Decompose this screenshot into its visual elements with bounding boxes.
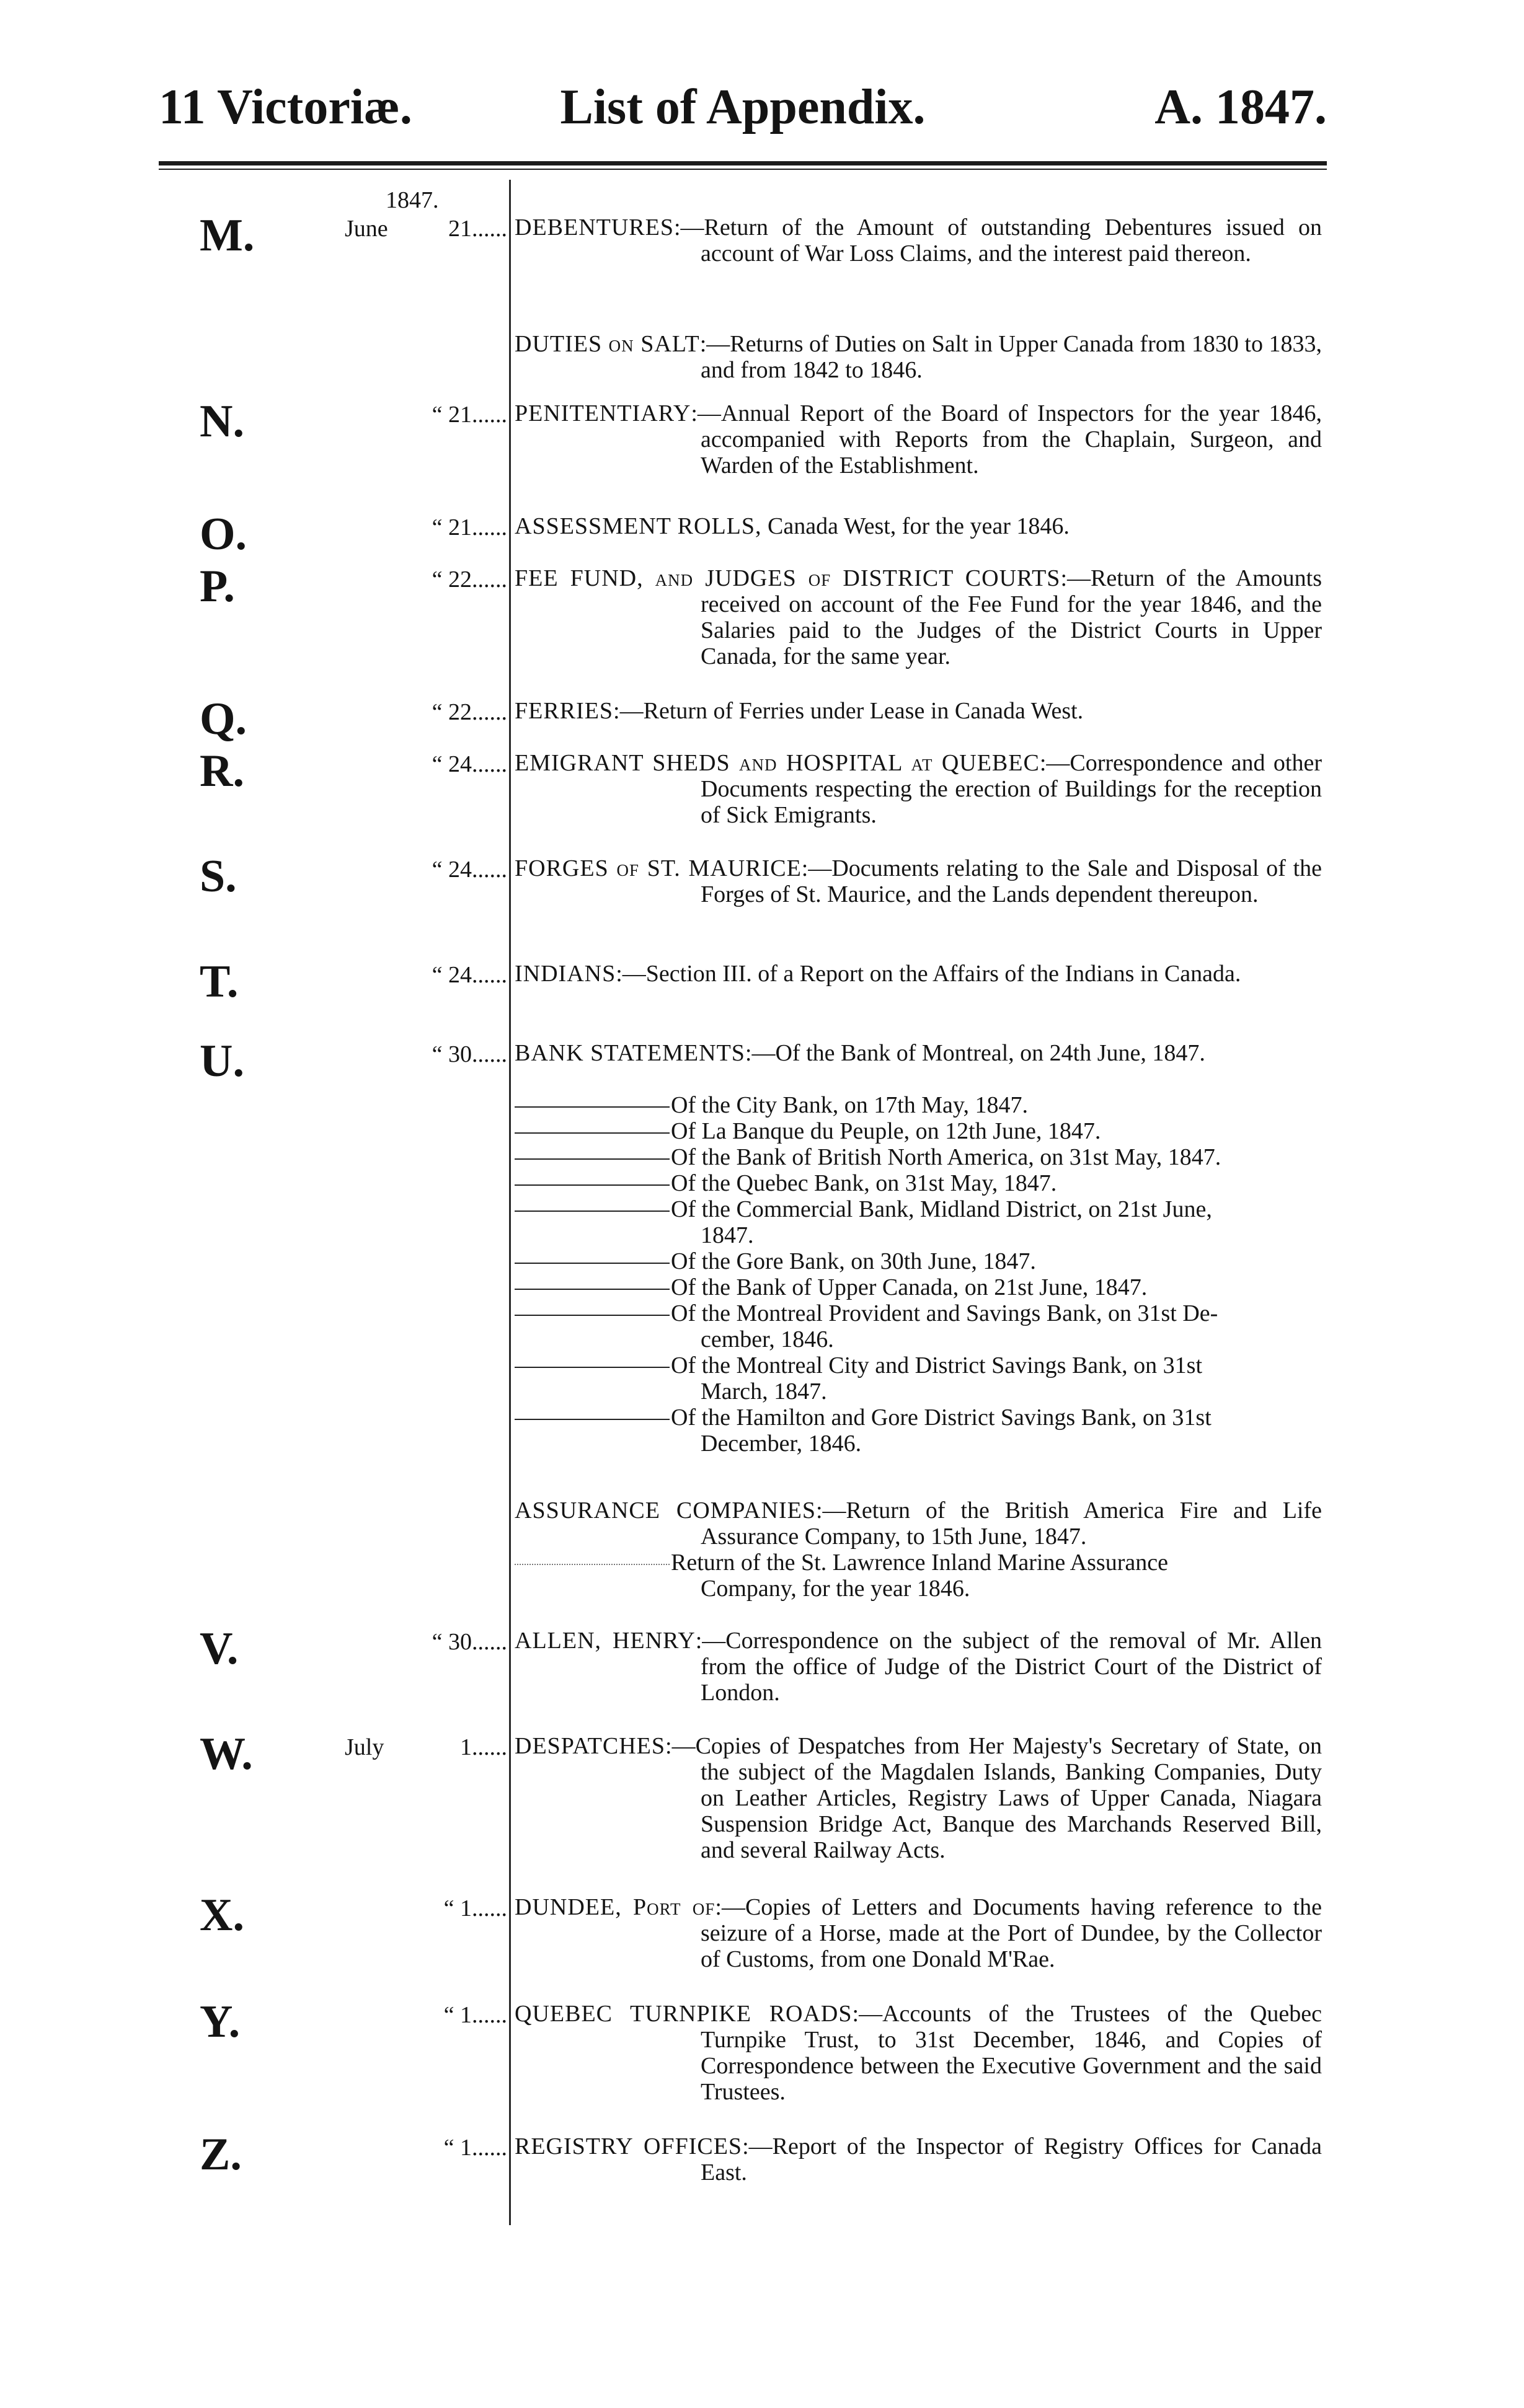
bank-statement-item <box>515 1274 1322 1300</box>
entry-description: :—Copies of Despatches from Her Majesty's Secretary of State, on the subject of the Magdalen Islands, Banking Companies, Duty on Leather Articles, Registry Laws of Upper Canada, Niagara Suspension Bridge Act, Banque des Marchands Reserved Bill, and several Railway Acts. <box>665 1733 1322 1863</box>
bank-statement-text: Of the Quebec Bank, on 31st May, 1847. <box>671 1170 1057 1196</box>
entry-text <box>515 565 1322 669</box>
entry-title: BANK STATEMENTS <box>515 1040 745 1066</box>
entry-date: “ 24...... <box>432 857 507 883</box>
bank-statement-item <box>515 1196 1322 1248</box>
entry-text <box>515 1628 1322 1706</box>
bank-statement-text: Of La Banque du Peuple, on 12th June, 1847. <box>671 1118 1101 1144</box>
entry-text <box>515 2001 1322 2105</box>
bank-statement-text: Of the Bank of Upper Canada, on 21st June, 1847. <box>671 1274 1148 1300</box>
entry-date: “ 22...... <box>432 699 507 725</box>
entry-date: “ 21...... <box>432 402 507 428</box>
bank-statement-item <box>515 1170 1322 1196</box>
dash-rule <box>515 1106 670 1108</box>
bank-statement-continued: March, 1847. <box>701 1378 827 1405</box>
entry-title: FEE FUND, and JUDGES of DISTRICT COURTS <box>515 565 1061 591</box>
bank-statement-item <box>515 1144 1322 1170</box>
entry-description: :—Section III. of a Report on the Affairs of the Indians in Canada. <box>616 961 1241 987</box>
bank-statement-text: Of the Commercial Bank, Midland District, on 21st June, <box>671 1196 1212 1222</box>
appendix-letter: U. <box>200 1036 244 1087</box>
entry-text <box>515 1040 1322 1066</box>
entry-title: ASSURANCE COMPANIES <box>515 1497 816 1524</box>
bank-statement-text: Of the Montreal Provident and Savings Bank, on 31st De- <box>671 1300 1218 1326</box>
assurance-sub-item <box>515 1550 1322 1602</box>
dash-rule <box>515 1158 670 1160</box>
entry-month: July <box>345 1734 384 1760</box>
appendix-letter: S. <box>200 851 237 902</box>
entry-text <box>515 1733 1322 1863</box>
entry-description: :—Annual Report of the Board of Inspectors for the year 1846, accompanied with Reports from the Chaplain, Surgeon, and Warden of the Establishment. <box>691 400 1322 479</box>
bank-statement-text: Of the Bank of British North America, on 31st May, 1847. <box>671 1144 1221 1170</box>
header-rule-thick <box>159 161 1327 165</box>
appendix-letter: N. <box>200 396 244 447</box>
appendix-letter: R. <box>200 746 244 796</box>
entry-date: “ 1...... <box>443 2135 507 2161</box>
appendix-letter: O. <box>200 509 247 560</box>
appendix-letter: Y. <box>200 1996 241 2047</box>
entry-description: :—Correspondence and other Documents respecting the erection of Buildings for the reception of Sick Emigrants. <box>701 750 1322 828</box>
bank-statement-text: Of the Gore Bank, on 30th June, 1847. <box>671 1248 1036 1274</box>
assurance-sub-continued: Company, for the year 1846. <box>701 1576 970 1602</box>
bank-statement-item <box>515 1118 1322 1144</box>
entry-title: PENITENTIARY <box>515 400 691 426</box>
bank-statement-item <box>515 1352 1322 1405</box>
bank-statement-item <box>515 1092 1322 1118</box>
entry-title: FERRIES <box>515 698 614 724</box>
entry-text <box>515 750 1322 828</box>
entry-title: DUNDEE, Port of <box>515 1894 715 1920</box>
appendix-letter: V. <box>200 1623 239 1674</box>
entry-description: :—Report of the Inspector of Registry Offices for Canada East. <box>701 2133 1322 2185</box>
dash-rule <box>515 1184 670 1186</box>
appendix-letter: W. <box>200 1729 253 1780</box>
appendix-letter: Z. <box>200 2129 242 2180</box>
entry-description: Canada West, for the year 1846. <box>761 513 1070 539</box>
entry-description: :—Documents relating to the Sale and Disposal of the Forges of St. Maurice, and the Lands dependent thereupon. <box>701 855 1322 907</box>
entry-text <box>515 1497 1322 1550</box>
entry-text <box>515 400 1322 479</box>
header-year: A. 1847. <box>1154 80 1327 135</box>
entry-text <box>515 855 1322 907</box>
assurance-sub-text: Return of the St. Lawrence Inland Marine Assurance <box>671 1550 1168 1576</box>
appendix-letter: X. <box>200 1890 244 1941</box>
entry-title: FORGES of ST. MAURICE <box>515 855 802 881</box>
entry-description: :—Copies of Letters and Documents having reference to the seizure of a Horse, made at the Port of Dundee, by the Collector of Customs, from one Donald M'Rae. <box>701 1894 1322 1972</box>
dash-rule <box>515 1132 670 1134</box>
entry-description: :—Return of the Amounts received on account of the Fee Fund for the year 1846, and the Salaries paid to the Judges of the District Courts in Upper Canada, for the same year. <box>701 565 1322 669</box>
header-title: List of Appendix. <box>560 80 926 135</box>
entry-date: “ 30...... <box>432 1629 507 1655</box>
entry-text <box>515 2133 1322 2185</box>
entry-description: :—Of the Bank of Montreal, on 24th June, 1847. <box>745 1040 1205 1066</box>
entry-title: INDIANS <box>515 961 616 987</box>
appendix-letter: Q. <box>200 694 247 744</box>
entry-text <box>515 513 1322 539</box>
entry-date: 21...... <box>448 216 507 242</box>
page-header <box>159 73 1327 141</box>
entry-date: “ 1...... <box>443 2002 507 2028</box>
entry-month: June <box>345 216 388 242</box>
entry-title: DUTIES on SALT <box>515 331 700 357</box>
entry-date: “ 30...... <box>432 1041 507 1067</box>
appendix-letter: T. <box>200 956 239 1007</box>
entry-description: :—Return of Ferries under Lease in Canada West. <box>613 698 1084 724</box>
entry-description: :—Return of the British America Fire and Life Assurance Company, to 15th June, 1847. <box>701 1497 1322 1550</box>
bank-statement-text: Of the Hamilton and Gore District Savings Bank, on 31st <box>671 1405 1212 1431</box>
header-session: 11 Victoriæ. <box>159 80 412 135</box>
entry-title: ALLEN, HENRY <box>515 1628 696 1654</box>
header-rule-thin <box>159 169 1327 170</box>
dash-rule <box>515 1564 670 1565</box>
entry-text <box>515 214 1322 267</box>
entry-date: 1...... <box>460 1734 507 1760</box>
entry-text <box>515 331 1322 383</box>
bank-statement-continued: December, 1846. <box>701 1431 862 1457</box>
entry-text <box>515 698 1322 724</box>
year-heading: 1847. <box>386 187 439 213</box>
bank-statement-text: Of the City Bank, on 17th May, 1847. <box>671 1092 1028 1118</box>
entry-title: ASSESSMENT ROLLS, <box>515 513 762 539</box>
assurance-sub-entry <box>515 1550 1322 1602</box>
dash-rule <box>515 1211 670 1212</box>
dash-rule <box>515 1289 670 1290</box>
entry-description: :—Return of the Amount of outstanding Debentures issued on account of War Loss Claims, and the interest paid thereon. <box>674 214 1322 267</box>
entry-date: “ 21...... <box>432 514 507 540</box>
entry-date: “ 24...... <box>432 751 507 777</box>
bank-statement-list <box>515 1092 1322 1457</box>
appendix-letter: M. <box>200 210 255 261</box>
bank-statement-item <box>515 1405 1322 1457</box>
entry-title: DESPATCHES <box>515 1733 666 1759</box>
bank-statement-item <box>515 1300 1322 1352</box>
entry-description: :—Correspondence on the subject of the removal of Mr. Allen from the office of Judge of the District Court of the District of London. <box>695 1628 1322 1706</box>
entry-date: “ 1...... <box>443 1895 507 1921</box>
entry-date: “ 22...... <box>432 567 507 593</box>
entry-text <box>515 1894 1322 1972</box>
dash-rule <box>515 1315 670 1316</box>
dash-rule <box>515 1263 670 1264</box>
entry-description: :—Returns of Duties on Salt in Upper Canada from 1830 to 1833, and from 1842 to 1846. <box>699 331 1322 383</box>
entry-date: “ 24...... <box>432 962 507 988</box>
bank-statement-item <box>515 1248 1322 1274</box>
dash-rule <box>515 1419 670 1420</box>
bank-statement-text: Of the Montreal City and District Savings Bank, on 31st <box>671 1352 1203 1378</box>
bank-statement-continued: cember, 1846. <box>701 1326 834 1352</box>
dash-rule <box>515 1367 670 1368</box>
bank-statement-continued: 1847. <box>701 1222 754 1248</box>
entry-text <box>515 961 1322 987</box>
entry-title: EMIGRANT SHEDS and HOSPITAL at QUEBEC <box>515 750 1040 776</box>
entry-title: DEBENTURES <box>515 214 674 240</box>
appendix-letter: P. <box>200 561 235 612</box>
entry-title: QUEBEC TURNPIKE ROADS <box>515 2001 853 2027</box>
column-divider <box>509 180 511 2225</box>
entry-title: REGISTRY OFFICES <box>515 2133 743 2159</box>
entry-description: :—Accounts of the Trustees of the Quebec Turnpike Trust, to 31st December, 1846, and Copies of Correspondence between the Executive Government and the said Trustees. <box>701 2001 1322 2105</box>
